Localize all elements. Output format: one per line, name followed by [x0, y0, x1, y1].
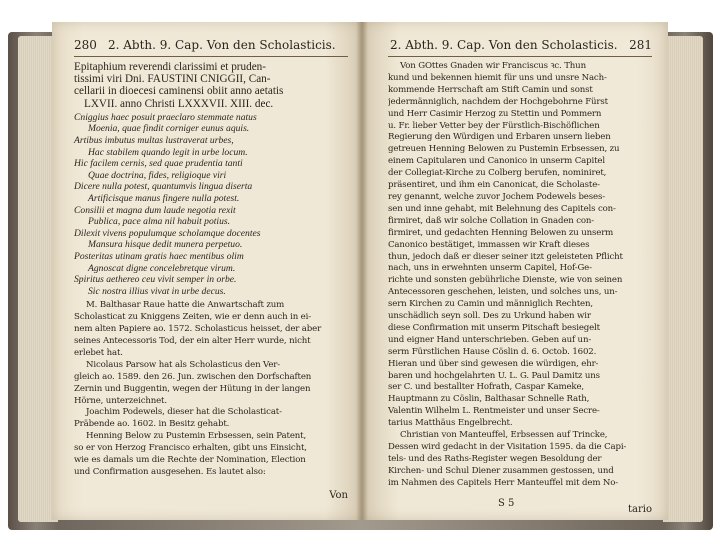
- text-line: baren und hochgelahrten U. L. G. Paul Damitz uns: [388, 370, 600, 381]
- text-line: und eigner Hand unterschrieben. Geben auf un-: [388, 334, 592, 345]
- poem-line: Mansura hisque dedit munera perpetuo.: [88, 239, 243, 251]
- text-line: erlebet hat.: [74, 347, 123, 358]
- text-line: serm Fürstlichen Hause Cöslin d. 6. Octob. 1602.: [388, 346, 597, 357]
- epitaph-heading: [74, 61, 348, 110]
- text-line: Canonico bestätiget, immassen wir Kraft dieses: [388, 239, 590, 250]
- catchword: Von: [329, 490, 348, 501]
- poem-line: Dicere nulla potest, quantumvis lingua diserta: [74, 181, 253, 193]
- poem-line: Publica, pace alma nil habuit potius.: [88, 216, 231, 228]
- running-title: 2. Abth. 9. Cap. Von den Scholasticis.: [108, 38, 336, 52]
- text-line: Dessen wird gedacht in der Visitation 1595. da die Capi-: [388, 442, 627, 452]
- poem-line: Hic facilem cernis, sed quae prudentia tanti: [74, 158, 243, 170]
- poem-line: Hac stabilem quando legit in urbe locum.: [88, 146, 248, 158]
- epitaph-poem: [74, 112, 348, 298]
- text-line: Hörne, unterzeichnet.: [74, 395, 167, 406]
- poem-line: Dilexit vivens populumque scholamque docentes: [74, 227, 261, 239]
- text-line: und Herr Casimir Herzog zu Stettin und Pommern: [388, 108, 602, 119]
- text-line: tels- und des Raths-Register wegen Besoldung der: [388, 453, 602, 464]
- text-line: firmiret, und gedachten Henning Belowen zu unserm: [388, 227, 614, 238]
- poem-line: Spiritus aethereo ceu vivit semper in orbe.: [74, 274, 237, 286]
- text-line: M. Balthasar Raue hatte die Anwartschaft zum: [86, 300, 285, 311]
- text-line: Christian von Manteuffel, Erbsessen auf Trincke,: [400, 430, 608, 441]
- heading-line: tissimi viri Dni. FAUSTINI CNIGGII, Can-: [74, 73, 271, 86]
- signature-mark: S 5: [498, 498, 515, 509]
- poem-line: Consilii et magna dum laude negotia rexit: [74, 204, 236, 216]
- poem-line: Agnoscat digne concelebretque virum.: [88, 262, 236, 274]
- catchword: tario: [628, 504, 652, 515]
- text-line: gleich ao. 1589. den 26. Jun. zwischen den Dorfschaften: [74, 371, 312, 382]
- text-line: und Confirmation ausgesehen. Es lautet also:: [74, 467, 266, 477]
- text-line: Von GOttes Gnaden wir Franciscus ꝛc. Thun: [400, 61, 586, 71]
- text-line: kommende Herrschaft am Stift Camin und sonst: [388, 84, 593, 95]
- poem-line: Posteritas utinam gratis haec mentibus olim: [74, 250, 244, 262]
- left-page: [52, 22, 362, 520]
- right-page-edges: [663, 36, 703, 522]
- text-line: jedermänniglich, nachdem der Hochgebohrne Fürst: [388, 96, 608, 107]
- running-title: 2. Abth. 9. Cap. Von den Scholasticis.: [390, 38, 618, 52]
- poem-line: Sic nostra illius vivat in urbe decus.: [88, 285, 226, 297]
- text-line: unschädlich seyn soll. Des zu Urkund haben wir: [388, 311, 591, 322]
- text-line: im Nahmen des Capitels Herr Manteuffel mit dem No-: [388, 477, 619, 488]
- text-line: Kirchen- und Schul Diener zusammen gestossen, und: [388, 465, 614, 476]
- text-line: einem Capitularen und Canonico in unserm Capitel: [388, 156, 605, 167]
- text-line: tarius Matthäus Engelbrecht.: [388, 418, 513, 429]
- text-line: kund und bekennen hiemit für uns und unsre Nach-: [388, 72, 607, 83]
- heading-line: Epitaphium reverendi clarissimi et pruden-: [74, 61, 266, 73]
- text-line: ser C. und bestallter Hofrath, Caspar Kameke,: [388, 382, 584, 393]
- text-line: Zernin und Buggentin, wegen der Hütung in der langen: [74, 383, 311, 394]
- text-line: Präbende ao. 1602. in Besitz gehabt.: [74, 419, 230, 430]
- text-line: thun, jedoch daß er dieser seiner itzt geleisteten Pflicht: [388, 251, 623, 262]
- heading-line: cellarii in dioecesi caminensi obiit anno aetatis: [74, 85, 284, 98]
- text-line: Regierung den Würdigen und Erbaren unsern lieben: [388, 132, 611, 143]
- text-line: der Collegiat-Kirche zu Colberg berufen, nominiret,: [388, 168, 607, 179]
- text-line: Valentin Wilhelm L. Rentmeister und unser Secre-: [388, 406, 600, 417]
- text-line: Scholasticat zu Kniggens Zeiten, wie er denn auch in ei-: [74, 312, 311, 323]
- poem-line: Quae doctrina, fides, religioque viri: [88, 169, 227, 181]
- text-line: Hieran und über sind gewesen die würdigen, ehr-: [388, 358, 599, 369]
- text-line: wie es damals um die Rechte der Nomination, Election: [74, 455, 306, 466]
- text-line: Hauptmann zu Cöslin, Balthasar Schnelle Rath,: [388, 394, 590, 405]
- text-line: Henning Below zu Pustemin Erbsessen, sein Patent,: [86, 431, 307, 442]
- text-line: sen und inne gehabt, mit Belehnung des Capitels con-: [388, 203, 616, 214]
- poem-line: Cniggius haec posuit praeclaro stemmate natus: [74, 111, 257, 123]
- right-header: [388, 38, 652, 57]
- book-gutter: [356, 22, 368, 520]
- poem-line: Artificisque manus fingere nulla potest.: [88, 192, 240, 204]
- text-line: Joachim Podewels, dieser hat die Scholasticat-: [86, 407, 282, 418]
- text-line: getreuen Henning Belowen zu Pustemin Erbsessen, zu: [388, 144, 620, 155]
- right-body-text: [388, 61, 652, 490]
- text-line: u. Fr. lieber Vetter bey der Fürstlich-Bischöflichen: [388, 120, 600, 131]
- text-line: so er von Herzog Francisco erhalten, gibt uns Einsicht,: [74, 443, 307, 454]
- right-page: [362, 22, 668, 520]
- text-line: nem alten Papiere ao. 1572. Scholasticus heisset, der aber: [74, 324, 322, 335]
- text-line: diese Confirmation mit unserm Pitschaft besiegelt: [388, 322, 600, 333]
- poem-line: Moenia, quae findit corniger eunus aquis.: [88, 123, 250, 135]
- text-line: Nicolaus Parsow hat als Scholasticus den Ver-: [86, 359, 280, 370]
- text-line: seines Antecessoris Tod, der ein alter Herr wurde, nicht: [74, 336, 311, 347]
- text-line: richte und sonsten gebührliche Dienste, wie von seinen: [388, 275, 623, 286]
- page-number: 281: [629, 38, 652, 52]
- text-line: präsentiret, und ihm ein Canonicat, die Scholaste-: [388, 180, 600, 191]
- open-book: [8, 22, 713, 530]
- text-line: firmiret, daß wir solche Collation in Gnaden con-: [388, 215, 595, 226]
- text-line: sern Kirchen zu Camin und männiglich Rechten,: [388, 299, 593, 310]
- poem-line: Artibus imbutus multas lustraverat urbes,: [74, 135, 234, 146]
- left-body-text: [74, 300, 348, 479]
- text-line: nach, uns in erwehnten unserm Capitel, Hof-Ge-: [388, 263, 592, 274]
- text-line: Antecessoren geschehen, leisten, und solches uns, un-: [388, 287, 618, 298]
- page-number: 280: [74, 38, 97, 52]
- left-header: [74, 38, 348, 57]
- text-line: rey genannt, welche zuvor Jochem Podewels beses-: [388, 191, 605, 202]
- heading-line: LXVII. anno Christi LXXXVII. XIII. dec.: [84, 97, 274, 110]
